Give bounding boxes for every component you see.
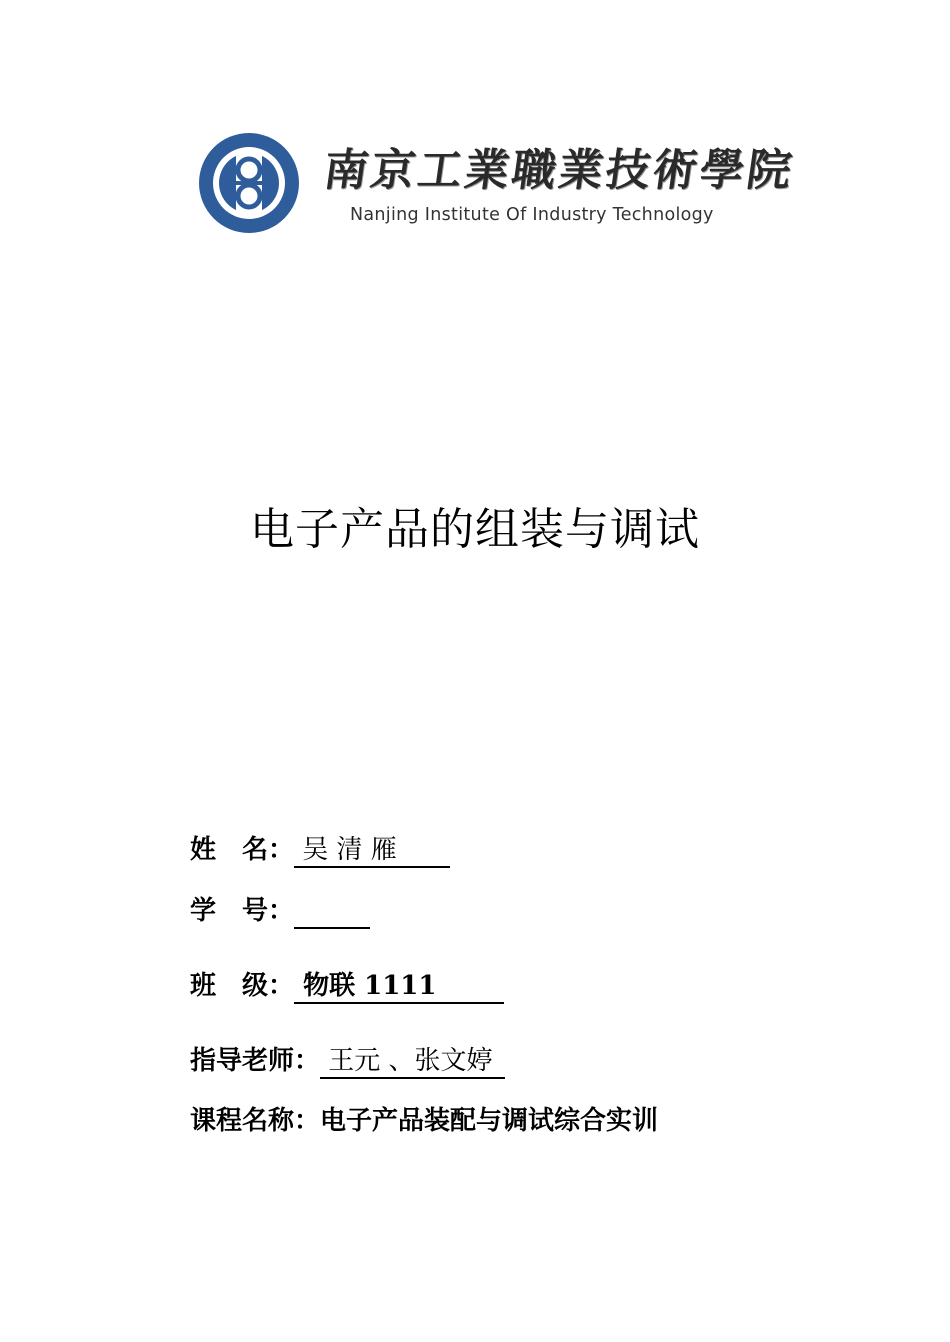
institution-name-cn: 南京工業職業技術學院 xyxy=(320,145,798,196)
field-student-id-label: 学 号： xyxy=(190,896,295,926)
field-class xyxy=(190,968,504,1004)
field-teacher xyxy=(190,1043,505,1079)
institution-name-en: Nanjing Institute Of Industry Technology xyxy=(350,205,714,225)
document-title: 电子产品的组装与调试 xyxy=(250,504,700,555)
field-course-value: 电子产品装配与调试综合实训 xyxy=(320,1106,659,1136)
field-teacher-label: 指导老师： xyxy=(190,1046,321,1076)
field-course xyxy=(190,1103,658,1139)
field-teacher-value: 王元 、张文婷 xyxy=(320,1045,505,1079)
field-student-name-label: 姓 名： xyxy=(190,835,295,865)
field-course-label: 课程名称： xyxy=(190,1106,321,1136)
university-emblem-icon xyxy=(196,130,302,236)
field-class-value: 物联 1111 xyxy=(294,970,504,1004)
institution-logo xyxy=(196,130,798,236)
field-student-id-value xyxy=(294,895,370,929)
field-student-id xyxy=(190,893,370,929)
field-student-name xyxy=(190,832,450,868)
field-student-name-value: 吴 清 雁 xyxy=(294,834,450,868)
field-class-label: 班 级： xyxy=(190,971,295,1001)
